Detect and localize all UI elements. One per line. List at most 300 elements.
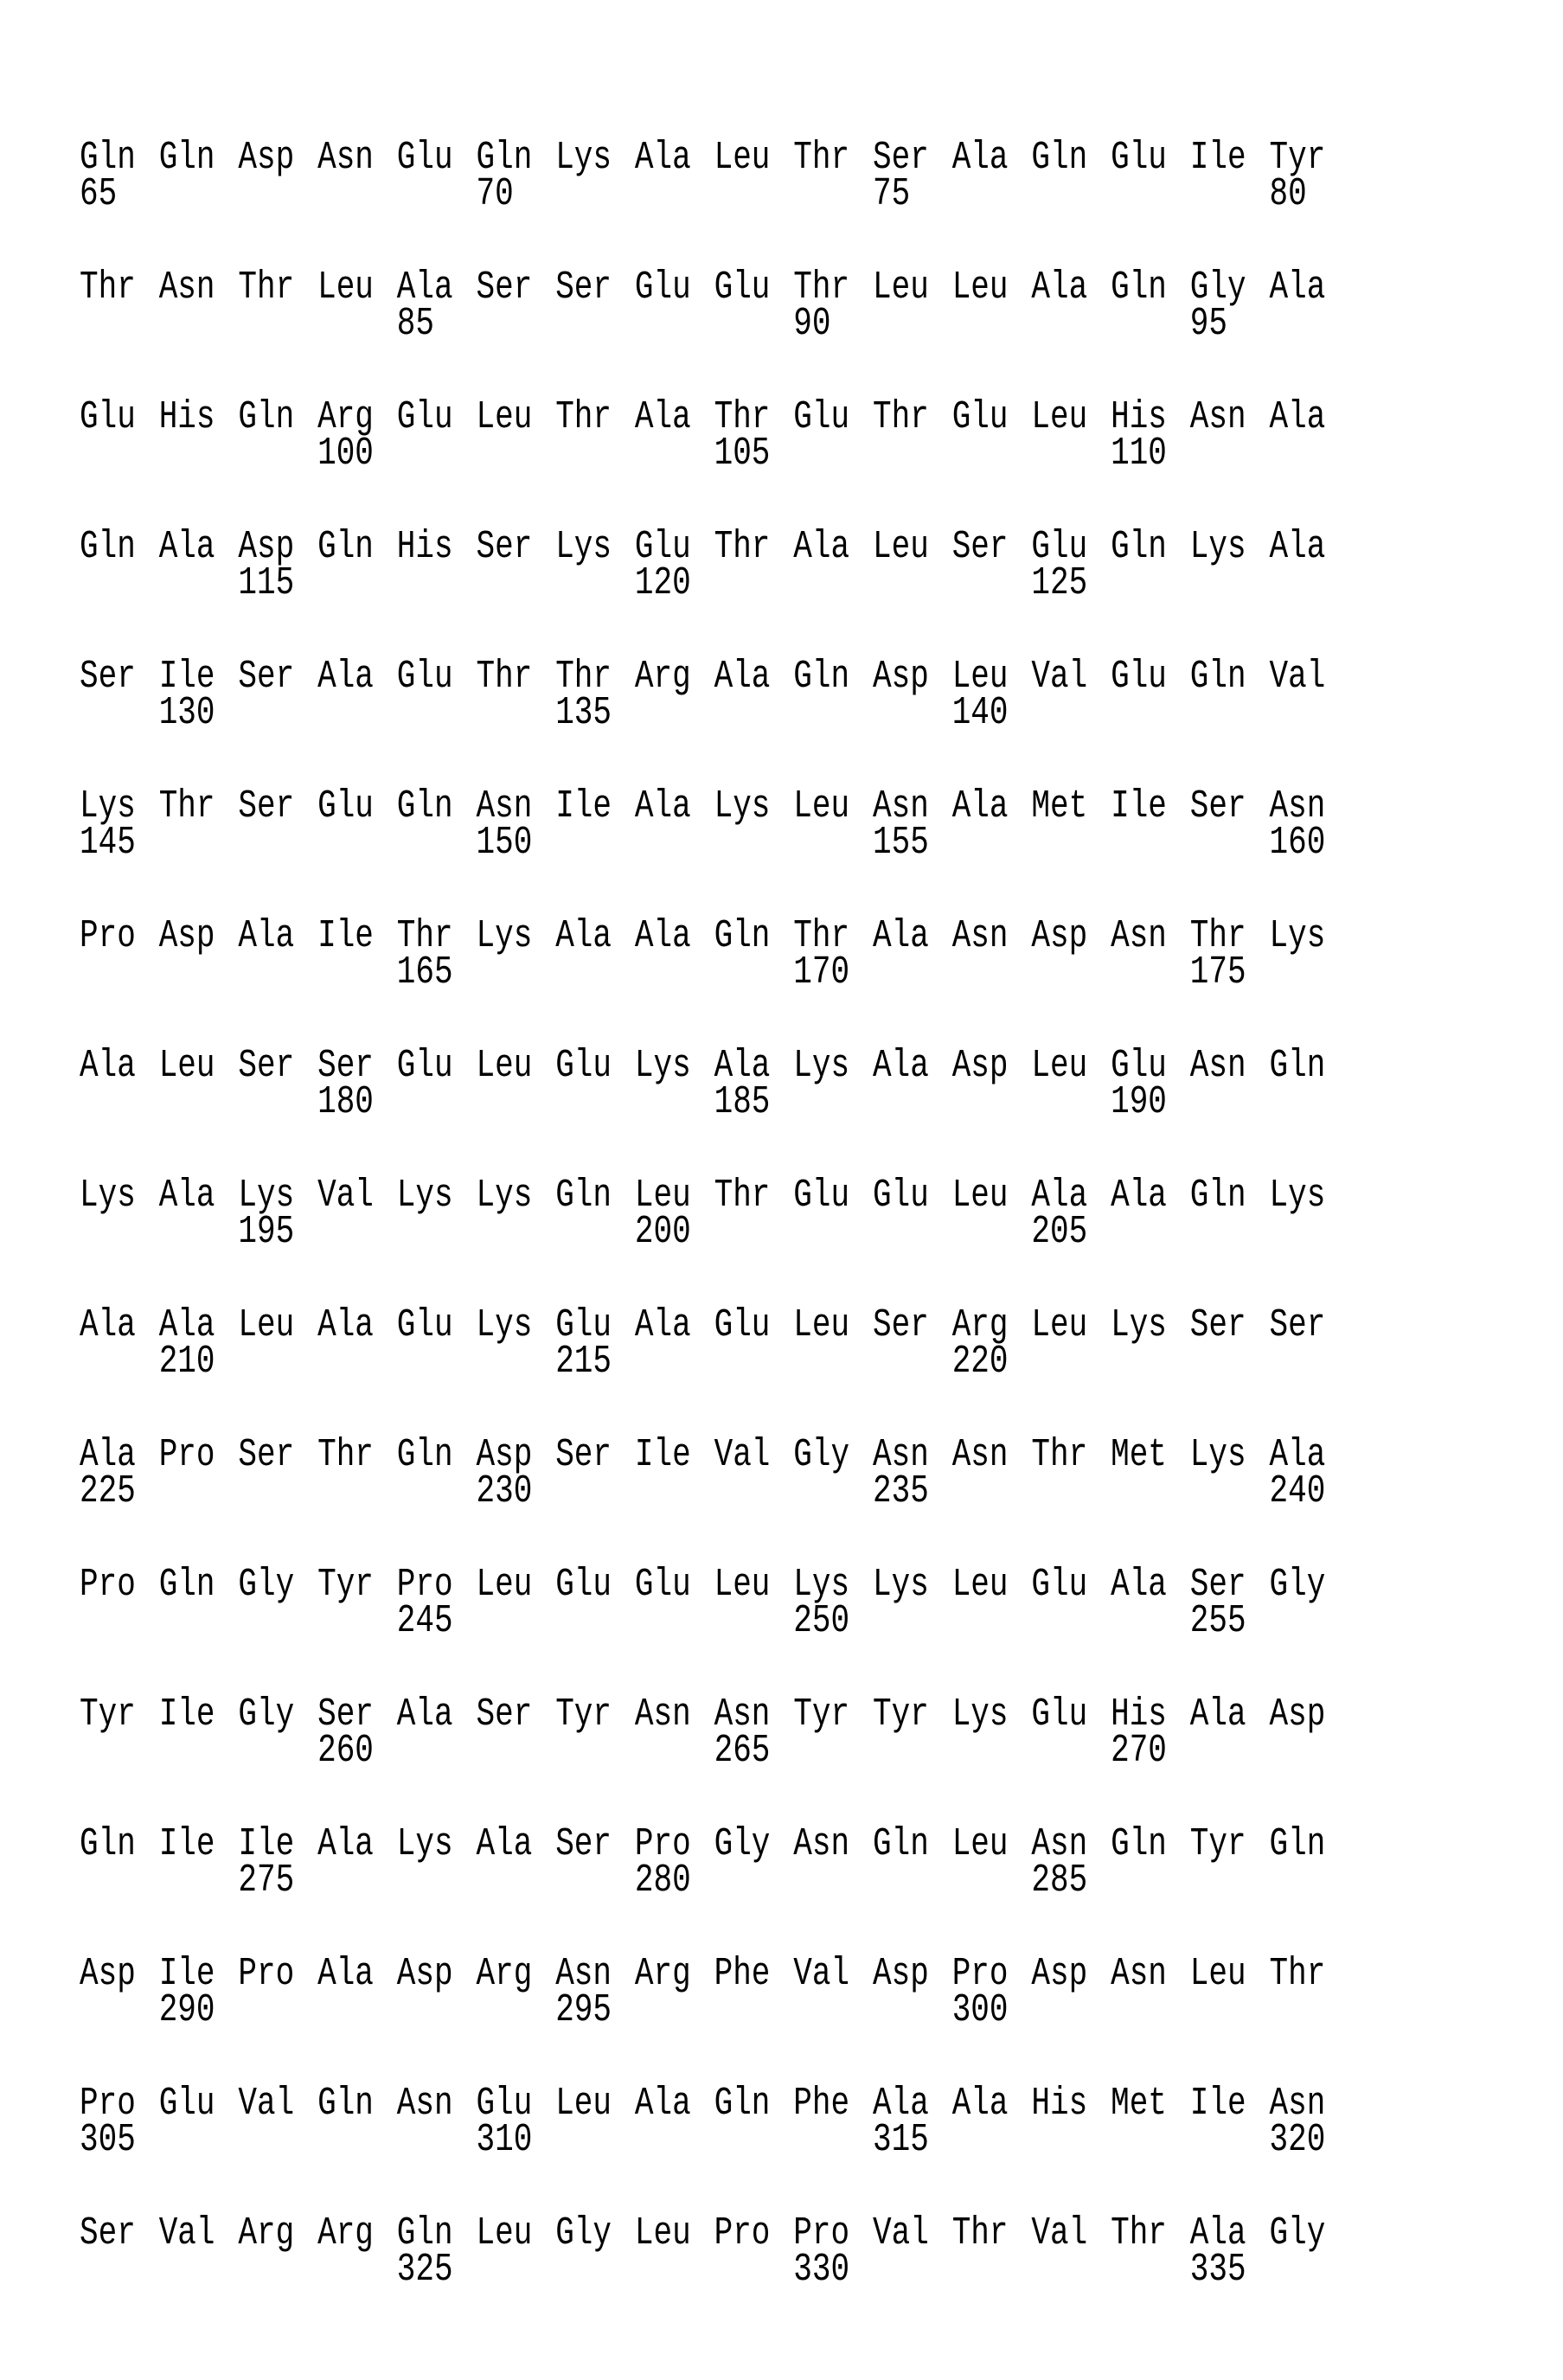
position-number: 205 [1031,1212,1087,1251]
position-number: 320 [1270,2121,1326,2159]
residue: Lys [1270,917,1326,956]
residue: Gly [1270,1565,1326,1604]
residue: Lys [635,1046,691,1085]
residue: Tyr [1190,1825,1246,1864]
residue: Gln [1111,268,1167,307]
residue: Glu [1031,528,1087,566]
residue: Asn [159,268,215,307]
position-number: 220 [952,1342,1009,1381]
residue: Lys [1270,1176,1326,1215]
residue: Leu [159,1046,215,1085]
residue: Lys [793,1565,849,1604]
residue: Val [1031,2214,1087,2253]
position-number: 245 [397,1602,453,1641]
residue: Ala [159,1176,215,1215]
residue: Ser [555,268,612,307]
position-number: 65 [80,175,117,214]
residue: Ala [714,1046,771,1085]
residue: Gln [238,398,294,437]
residue: Tyr [793,1695,849,1734]
residue: Arg [952,1306,1009,1345]
residue: Leu [873,268,929,307]
residue: Gln [1190,657,1246,696]
residue: Ser [952,528,1009,566]
position-number: 145 [80,823,136,862]
residue: Ala [238,917,294,956]
position-number: 115 [238,564,294,603]
residue: His [1111,398,1167,437]
residue: Leu [793,1306,849,1345]
residue: Lys [555,528,612,566]
position-number: 150 [477,823,533,862]
residue: Asn [1111,1955,1167,1993]
position-number: 265 [714,1731,771,1770]
position-number: 225 [80,1472,136,1511]
position-number: 170 [793,953,849,992]
residue: Leu [635,2214,691,2253]
residue: Gln [477,138,533,177]
residue: Ala [1190,2214,1246,2253]
residue: Asp [397,1955,453,1993]
residue: Thr [80,268,136,307]
residue: Phe [714,1955,771,1993]
residue: Glu [793,398,849,437]
residue: Glu [317,787,374,826]
residue: Asp [873,657,929,696]
residue: Gln [397,2214,453,2253]
residue: Gln [159,1565,215,1604]
residue: Gln [1270,1825,1326,1864]
residue: Ile [1190,138,1246,177]
residue: Glu [1031,1695,1087,1734]
residue: Thr [477,657,533,696]
residue: Ala [159,528,215,566]
residue: Gln [1111,1825,1167,1864]
residue: Gln [1111,528,1167,566]
position-number: 120 [635,564,691,603]
residue: Asp [238,138,294,177]
position-number: 310 [477,2121,533,2159]
residue: Ile [159,1955,215,1993]
residue: Glu [714,268,771,307]
residue: Ala [80,1046,136,1085]
position-number: 330 [793,2250,849,2289]
position-number: 90 [793,304,830,343]
residue: Lys [477,1176,533,1215]
residue: Ser [555,1825,612,1864]
residue: Gln [80,528,136,566]
residue: Ala [952,2084,1009,2123]
residue: Arg [635,657,691,696]
residue: Asn [714,1695,771,1734]
residue: Thr [793,138,849,177]
position-number: 290 [159,1991,215,2030]
residue: Val [873,2214,929,2253]
position-number: 305 [80,2121,136,2159]
residue: Glu [1031,1565,1087,1604]
residue: Leu [793,787,849,826]
residue: Glu [555,1046,612,1085]
residue: His [397,528,453,566]
residue: Asn [873,1436,929,1475]
residue: Met [1031,787,1087,826]
residue: Leu [477,1046,533,1085]
residue: Ser [477,268,533,307]
residue: Ala [1270,268,1326,307]
residue: Gln [397,787,453,826]
residue: Tyr [555,1695,612,1734]
residue: Val [1031,657,1087,696]
residue: Lys [1190,528,1246,566]
position-number: 250 [793,1602,849,1641]
residue: Ser [238,1046,294,1085]
residue: Gln [317,2084,374,2123]
residue: Glu [555,1306,612,1345]
position-number: 270 [1111,1731,1167,1770]
residue: Pro [238,1955,294,1993]
residue: Ser [80,657,136,696]
position-number: 325 [397,2250,453,2289]
residue: Thr [555,657,612,696]
residue: Glu [873,1176,929,1215]
residue: Thr [714,398,771,437]
position-number: 110 [1111,434,1167,473]
residue: Arg [477,1955,533,1993]
position-number: 210 [159,1342,215,1381]
residue: Gly [714,1825,771,1864]
residue: Asn [793,1825,849,1864]
residue: Asp [1270,1695,1326,1734]
residue: Arg [317,2214,374,2253]
residue: Asn [397,2084,453,2123]
residue: Gln [397,1436,453,1475]
residue: Gly [555,2214,612,2253]
residue: Ala [317,657,374,696]
residue: His [1111,1695,1167,1734]
residue: Ala [873,917,929,956]
residue: Val [1270,657,1326,696]
residue: Ile [555,787,612,826]
residue: Gln [714,2084,771,2123]
residue: Tyr [80,1695,136,1734]
residue: Ser [873,1306,929,1345]
residue: Ala [714,657,771,696]
position-number: 315 [873,2121,929,2159]
residue: Thr [555,398,612,437]
position-number: 180 [317,1083,374,1122]
residue: Gln [80,1825,136,1864]
residue: Glu [397,398,453,437]
residue: Asp [1031,917,1087,956]
residue: Ile [159,1695,215,1734]
residue: Ser [80,2214,136,2253]
residue: Pro [80,1565,136,1604]
residue: Val [793,1955,849,1993]
position-number: 275 [238,1861,294,1900]
residue: Lys [1111,1306,1167,1345]
residue: Leu [635,1176,691,1215]
residue: Asn [1031,1825,1087,1864]
residue: Thr [1111,2214,1167,2253]
residue: Ala [1111,1176,1167,1215]
residue: Pro [952,1955,1009,1993]
residue: Val [317,1176,374,1215]
residue: Ala [1190,1695,1246,1734]
position-number: 195 [238,1212,294,1251]
residue: Ala [1111,1565,1167,1604]
residue: Lys [80,1176,136,1215]
residue: Asn [952,1436,1009,1475]
residue: Gly [238,1695,294,1734]
residue: Glu [1111,657,1167,696]
position-number: 130 [159,694,215,733]
residue: Asn [1270,787,1326,826]
residue: Tyr [1270,138,1326,177]
residue: Pro [793,2214,849,2253]
residue: Lys [793,1046,849,1085]
residue: Ala [1031,268,1087,307]
residue: Phe [793,2084,849,2123]
position-number: 135 [555,694,612,733]
residue: Ala [873,1046,929,1085]
residue: Ser [555,1436,612,1475]
position-number: 200 [635,1212,691,1251]
residue: Gln [1190,1176,1246,1215]
residue: Ser [873,138,929,177]
position-number: 80 [1270,175,1307,214]
residue: Asn [635,1695,691,1734]
residue: Asp [1031,1955,1087,1993]
residue: Thr [397,917,453,956]
position-number: 75 [873,175,910,214]
residue: Pro [159,1436,215,1475]
residue: Gly [238,1565,294,1604]
position-number: 140 [952,694,1009,733]
residue: Ala [635,398,691,437]
residue: Ala [793,528,849,566]
residue: Gln [1270,1046,1326,1085]
position-number: 105 [714,434,771,473]
residue: Leu [952,1825,1009,1864]
residue: Leu [477,2214,533,2253]
residue: Glu [714,1306,771,1345]
residue: Val [238,2084,294,2123]
residue: Leu [952,1176,1009,1215]
residue: Leu [477,398,533,437]
residue: Asp [873,1955,929,1993]
residue: Ala [317,1825,374,1864]
residue: Lys [714,787,771,826]
residue: Glu [1111,1046,1167,1085]
residue: Thr [793,268,849,307]
residue: Asn [952,917,1009,956]
residue: Ala [397,1695,453,1734]
position-number: 100 [317,434,374,473]
residue: Ala [397,268,453,307]
residue: Glu [397,657,453,696]
residue: Leu [952,1565,1009,1604]
residue: Ala [477,1825,533,1864]
position-number: 190 [1111,1083,1167,1122]
residue: Leu [952,657,1009,696]
residue: Ile [1111,787,1167,826]
residue: Thr [1190,917,1246,956]
residue: Gln [317,528,374,566]
residue: Tyr [317,1565,374,1604]
residue: Pro [635,1825,691,1864]
residue: Glu [159,2084,215,2123]
residue: Ser [238,787,294,826]
position-number: 300 [952,1991,1009,2030]
residue: Leu [317,268,374,307]
residue: Ala [1270,398,1326,437]
residue: Gly [1270,2214,1326,2253]
sequence-listing-page [0,0,1563,2380]
residue: Leu [873,528,929,566]
residue: Pro [397,1565,453,1604]
residue: Ser [1190,1565,1246,1604]
residue: His [159,398,215,437]
residue: Leu [238,1306,294,1345]
residue: Glu [397,1306,453,1345]
residue: Gln [159,138,215,177]
residue: Ser [238,657,294,696]
position-number: 95 [1190,304,1227,343]
residue: Val [714,1436,771,1475]
residue: Lys [477,917,533,956]
position-number: 175 [1190,953,1246,992]
position-number: 125 [1031,564,1087,603]
residue: Thr [238,268,294,307]
residue: Lys [397,1176,453,1215]
residue: Ile [159,657,215,696]
residue: Asn [1190,1046,1246,1085]
residue: Leu [1031,1306,1087,1345]
position-number: 285 [1031,1861,1087,1900]
residue: Lys [477,1306,533,1345]
residue: Asp [159,917,215,956]
residue: Thr [793,917,849,956]
residue: Glu [635,268,691,307]
residue: Ala [635,917,691,956]
residue: Tyr [873,1695,929,1734]
residue: Leu [477,1565,533,1604]
position-number: 230 [477,1472,533,1511]
residue: Met [1111,1436,1167,1475]
position-number: 85 [397,304,434,343]
residue: Arg [238,2214,294,2253]
residue: Asn [317,138,374,177]
residue: Ala [635,1306,691,1345]
residue: Ile [317,917,374,956]
residue: Glu [555,1565,612,1604]
residue: Leu [1031,1046,1087,1085]
residue: Ser [317,1046,374,1085]
position-number: 335 [1190,2250,1246,2289]
residue: Ile [1190,2084,1246,2123]
position-number: 260 [317,1731,374,1770]
residue: Asp [477,1436,533,1475]
residue: Lys [80,787,136,826]
residue: Gly [793,1436,849,1475]
residue: His [1031,2084,1087,2123]
residue: Leu [555,2084,612,2123]
residue: Ile [238,1825,294,1864]
residue: Thr [317,1436,374,1475]
residue: Ala [80,1436,136,1475]
residue: Ala [317,1306,374,1345]
residue: Pro [80,2084,136,2123]
residue: Ile [635,1436,691,1475]
residue: Asp [238,528,294,566]
residue: Ser [238,1436,294,1475]
residue: Ser [1270,1306,1326,1345]
residue: Asn [555,1955,612,1993]
residue: Arg [317,398,374,437]
residue: Ala [317,1955,374,1993]
residue: Ala [1270,1436,1326,1475]
residue: Glu [1111,138,1167,177]
residue: Glu [397,138,453,177]
residue: Ala [1270,528,1326,566]
residue: Val [159,2214,215,2253]
residue: Ala [873,2084,929,2123]
residue: Met [1111,2084,1167,2123]
residue: Lys [238,1176,294,1215]
residue: Ala [952,787,1009,826]
residue: Asp [952,1046,1009,1085]
residue: Glu [952,398,1009,437]
residue: Leu [952,268,1009,307]
residue: Glu [793,1176,849,1215]
residue: Thr [1031,1436,1087,1475]
residue: Gln [555,1176,612,1215]
residue: Gln [80,138,136,177]
residue: Thr [952,2214,1009,2253]
residue: Ala [952,138,1009,177]
residue: Ser [477,1695,533,1734]
residue: Asn [477,787,533,826]
residue: Leu [1190,1955,1246,1993]
residue: Ser [317,1695,374,1734]
residue: Ala [1031,1176,1087,1215]
residue: Ser [1190,1306,1246,1345]
residue: Ser [477,528,533,566]
residue: Ala [635,138,691,177]
residue: Asn [873,787,929,826]
residue: Thr [1270,1955,1326,1993]
residue: Lys [397,1825,453,1864]
residue: Leu [1031,398,1087,437]
residue: Asn [1111,917,1167,956]
residue: Ile [159,1825,215,1864]
position-number: 155 [873,823,929,862]
residue: Lys [952,1695,1009,1734]
position-number: 240 [1270,1472,1326,1511]
residue: Thr [714,528,771,566]
residue: Asn [1190,398,1246,437]
residue: Ser [1190,787,1246,826]
residue: Glu [80,398,136,437]
residue: Leu [714,138,771,177]
residue: Gln [793,657,849,696]
residue: Pro [80,917,136,956]
residue: Ala [80,1306,136,1345]
position-number: 215 [555,1342,612,1381]
residue: Gln [873,1825,929,1864]
position-number: 160 [1270,823,1326,862]
residue: Gln [1031,138,1087,177]
